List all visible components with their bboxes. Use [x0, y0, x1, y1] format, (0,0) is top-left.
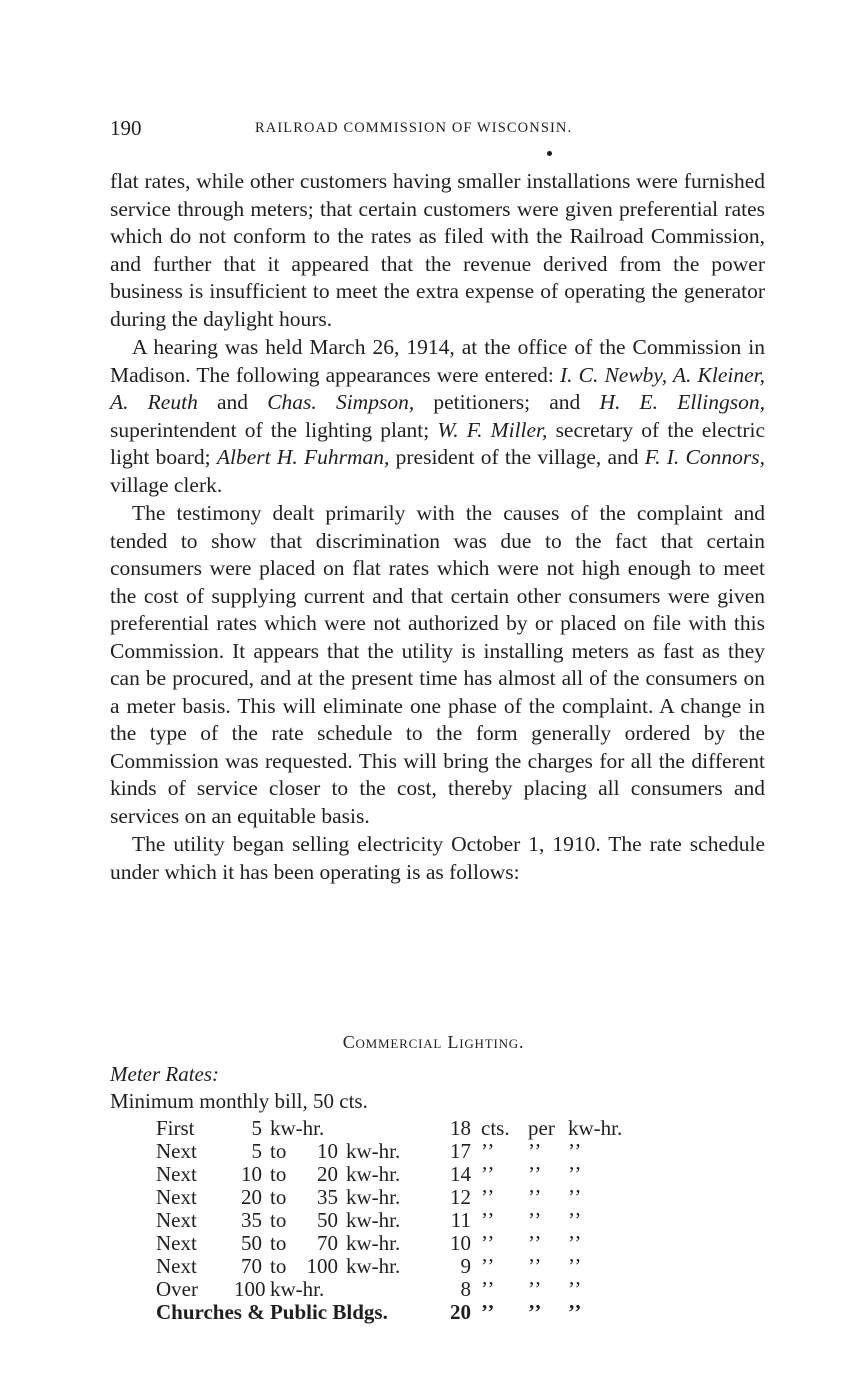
- rate-cell-ct: cts.: [481, 1116, 510, 1140]
- paragraph-3: The testimony dealt primarily with the causes of the complaint and tended to show that discrimination was due to the fact that certain consumers were placed on flat rates which were not high enough to meet the cost of supplying current and that certain other consumers were given preferential rates which were not authorized by or placed on file with this Commission. It appears that the utility is installing meters as fast as they can be procured, and at the present time has almost all of the consumers on a meter basis. This will eliminate one phase of the complaint. A change in the type of the rate schedule to the form generally ordered by the Commission was requested. This will bring the charges for all the different kinds of service closer to the cost, thereby placing all consumers and services on an equitable basis.: [110, 501, 765, 828]
- p2-text-4: superintendent of the lighting plant;: [110, 417, 438, 442]
- rate-cell-per: ’’: [528, 1162, 543, 1186]
- rate-cell-unit: kw-hr.: [346, 1254, 401, 1278]
- rate-row: [156, 1162, 656, 1185]
- rate-cell-kw: ’’: [568, 1162, 583, 1186]
- meter-rates-heading: Meter Rates:: [110, 1062, 220, 1086]
- churches-cell-kw: ’’: [568, 1300, 583, 1324]
- p2-text-5: secretary of the electric light board;: [110, 417, 766, 469]
- rate-cell-step: Next: [156, 1185, 197, 1209]
- rate-cell-per: ’’: [528, 1231, 543, 1255]
- rate-cell-per: ’’: [528, 1208, 543, 1232]
- rate-cell-ct: ’’: [481, 1162, 496, 1186]
- name-connors: F. I. Connors,: [644, 445, 765, 469]
- rate-row: [156, 1254, 656, 1277]
- rate-cell-to: to: [270, 1185, 287, 1209]
- rate-cell-unit: kw-hr.: [270, 1277, 325, 1301]
- rate-cell-step: First: [156, 1116, 195, 1140]
- print-speck: [547, 151, 552, 156]
- rate-cell-to: to: [270, 1208, 287, 1232]
- rate-cell-kw: ’’: [568, 1254, 583, 1278]
- rate-cell-from: 20: [241, 1185, 262, 1209]
- p2-text-2: and: [197, 390, 268, 414]
- churches-cell-rate: 20: [450, 1300, 471, 1324]
- rate-cell-rate: 11: [450, 1208, 471, 1232]
- rate-cell-kw: kw-hr.: [568, 1116, 623, 1140]
- rate-row: [156, 1185, 656, 1208]
- churches-cell-label: Churches & Public Bldgs.: [156, 1300, 388, 1324]
- rate-cell-to: to: [270, 1162, 287, 1186]
- rate-cell-per: ’’: [528, 1139, 543, 1163]
- rate-cell-ct: ’’: [481, 1277, 496, 1301]
- rate-cell-kw: ’’: [568, 1208, 583, 1232]
- rate-cell-upto: 20: [317, 1162, 338, 1186]
- rate-cell-ct: ’’: [481, 1208, 496, 1232]
- rate-table: [156, 1116, 656, 1323]
- rate-cell-from: 70: [241, 1254, 262, 1278]
- name-fuhrman: Albert H. Fuhrman,: [216, 445, 390, 469]
- name-ellingson: H. E. Ellingson,: [599, 390, 765, 414]
- rate-cell-kw: ’’: [568, 1277, 583, 1301]
- running-head: RAILROAD COMMISSION OF WISCONSIN.: [255, 120, 573, 136]
- rate-cell-unit: kw-hr.: [346, 1185, 401, 1209]
- rate-cell-step: Next: [156, 1254, 197, 1278]
- churches-cell-per: ’’: [528, 1300, 543, 1324]
- rate-cell-from: 5: [251, 1139, 262, 1163]
- rate-cell-step: Next: [156, 1231, 197, 1255]
- rate-cell-kw: ’’: [568, 1185, 583, 1209]
- rate-cell-unit: kw-hr.: [346, 1139, 401, 1163]
- minimum-bill: Minimum monthly bill, 50 cts.: [110, 1089, 368, 1113]
- petitioner-names: I. C. Newby, A. Kleiner, A. Reuth: [110, 362, 765, 414]
- rate-cell-step: Next: [156, 1208, 197, 1232]
- rate-cell-upto: 100: [306, 1254, 338, 1278]
- p2-text-6: president of the village, and: [389, 445, 645, 469]
- paragraph-2: [110, 334, 765, 499]
- rate-cell-from: 5: [251, 1116, 262, 1140]
- rate-cell-from: 35: [241, 1208, 262, 1232]
- rate-cell-ct: ’’: [481, 1231, 496, 1255]
- rate-cell-ct: ’’: [481, 1185, 496, 1209]
- rate-cell-per: ’’: [528, 1277, 543, 1301]
- rate-cell-rate: 18: [450, 1116, 471, 1140]
- rate-cell-rate: 17: [450, 1139, 471, 1163]
- rate-cell-unit: kw-hr.: [346, 1231, 401, 1255]
- rate-cell-step: Next: [156, 1139, 197, 1163]
- rate-cell-upto: 35: [317, 1185, 338, 1209]
- rate-row: [156, 1116, 656, 1139]
- rate-cell-kw: ’’: [568, 1231, 583, 1255]
- p2-text-3: petitioners; and: [414, 390, 600, 414]
- rate-cell-unit: kw-hr.: [346, 1208, 401, 1232]
- page-number: 190: [110, 116, 142, 140]
- petitioner-simpson: Chas. Simpson,: [267, 390, 415, 414]
- rate-cell-upto: 10: [317, 1139, 338, 1163]
- rate-row: [156, 1231, 656, 1254]
- rate-cell-per: per: [528, 1116, 555, 1140]
- p2-text-1: A hearing was held March 26, 1914, at the office of the Commission in Madison. The following appearances were entered:: [110, 335, 765, 387]
- section-title: Commercial Lighting.: [342, 1032, 525, 1052]
- rate-row: [156, 1277, 656, 1300]
- rate-cell-upto: 50: [317, 1208, 338, 1232]
- rate-row: [156, 1139, 656, 1162]
- rate-cell-rate: 10: [450, 1231, 471, 1255]
- rate-cell-ct: ’’: [481, 1254, 496, 1278]
- rate-cell-step: Next: [156, 1162, 197, 1186]
- rate-cell-rate: 12: [450, 1185, 471, 1209]
- rate-cell-rate: 9: [460, 1254, 471, 1278]
- rate-cell-rate: 8: [460, 1277, 471, 1301]
- rate-cell-per: ’’: [528, 1254, 543, 1278]
- rate-row: [156, 1208, 656, 1231]
- paragraph-1: flat rates, while other customers having smaller installations were furnished service through meters; that certain customers were given preferential rates which do not conform to the rates as filed with the Railroad Commission, and further that it appeared that the revenue derived from the power business is insufficient to meet the extra expense of operating the generator during the daylight hours.: [110, 169, 765, 331]
- rate-cell-to: to: [270, 1254, 287, 1278]
- rate-cell-to: to: [270, 1139, 287, 1163]
- rate-cell-kw: ’’: [568, 1139, 583, 1163]
- name-miller: W. F. Miller,: [437, 417, 548, 442]
- rate-cell-ct: ’’: [481, 1139, 496, 1163]
- paragraph-4: The utility began selling electricity October 1, 1910. The rate schedule under which it has been operating is as follows:: [110, 832, 765, 884]
- rate-cell-unit: kw-hr.: [270, 1116, 325, 1140]
- rate-cell-unit: kw-hr.: [346, 1162, 401, 1186]
- rate-cell-upto: 70: [317, 1231, 338, 1255]
- body-text: [110, 168, 765, 886]
- churches-cell-ct: ’’: [481, 1300, 496, 1324]
- page-header: [110, 116, 760, 144]
- rate-cell-from: 10: [241, 1162, 262, 1186]
- p2-text-7: village clerk.: [110, 472, 223, 497]
- rate-cell-step: Over: [156, 1277, 198, 1301]
- rate-cell-rate: 14: [450, 1162, 471, 1186]
- rate-cell-per: ’’: [528, 1185, 543, 1209]
- rate-cell-from: 50: [241, 1231, 262, 1255]
- rate-row-churches: [156, 1300, 656, 1323]
- rate-cell-to: to: [270, 1231, 287, 1255]
- rate-cell-from: 100: [234, 1277, 266, 1301]
